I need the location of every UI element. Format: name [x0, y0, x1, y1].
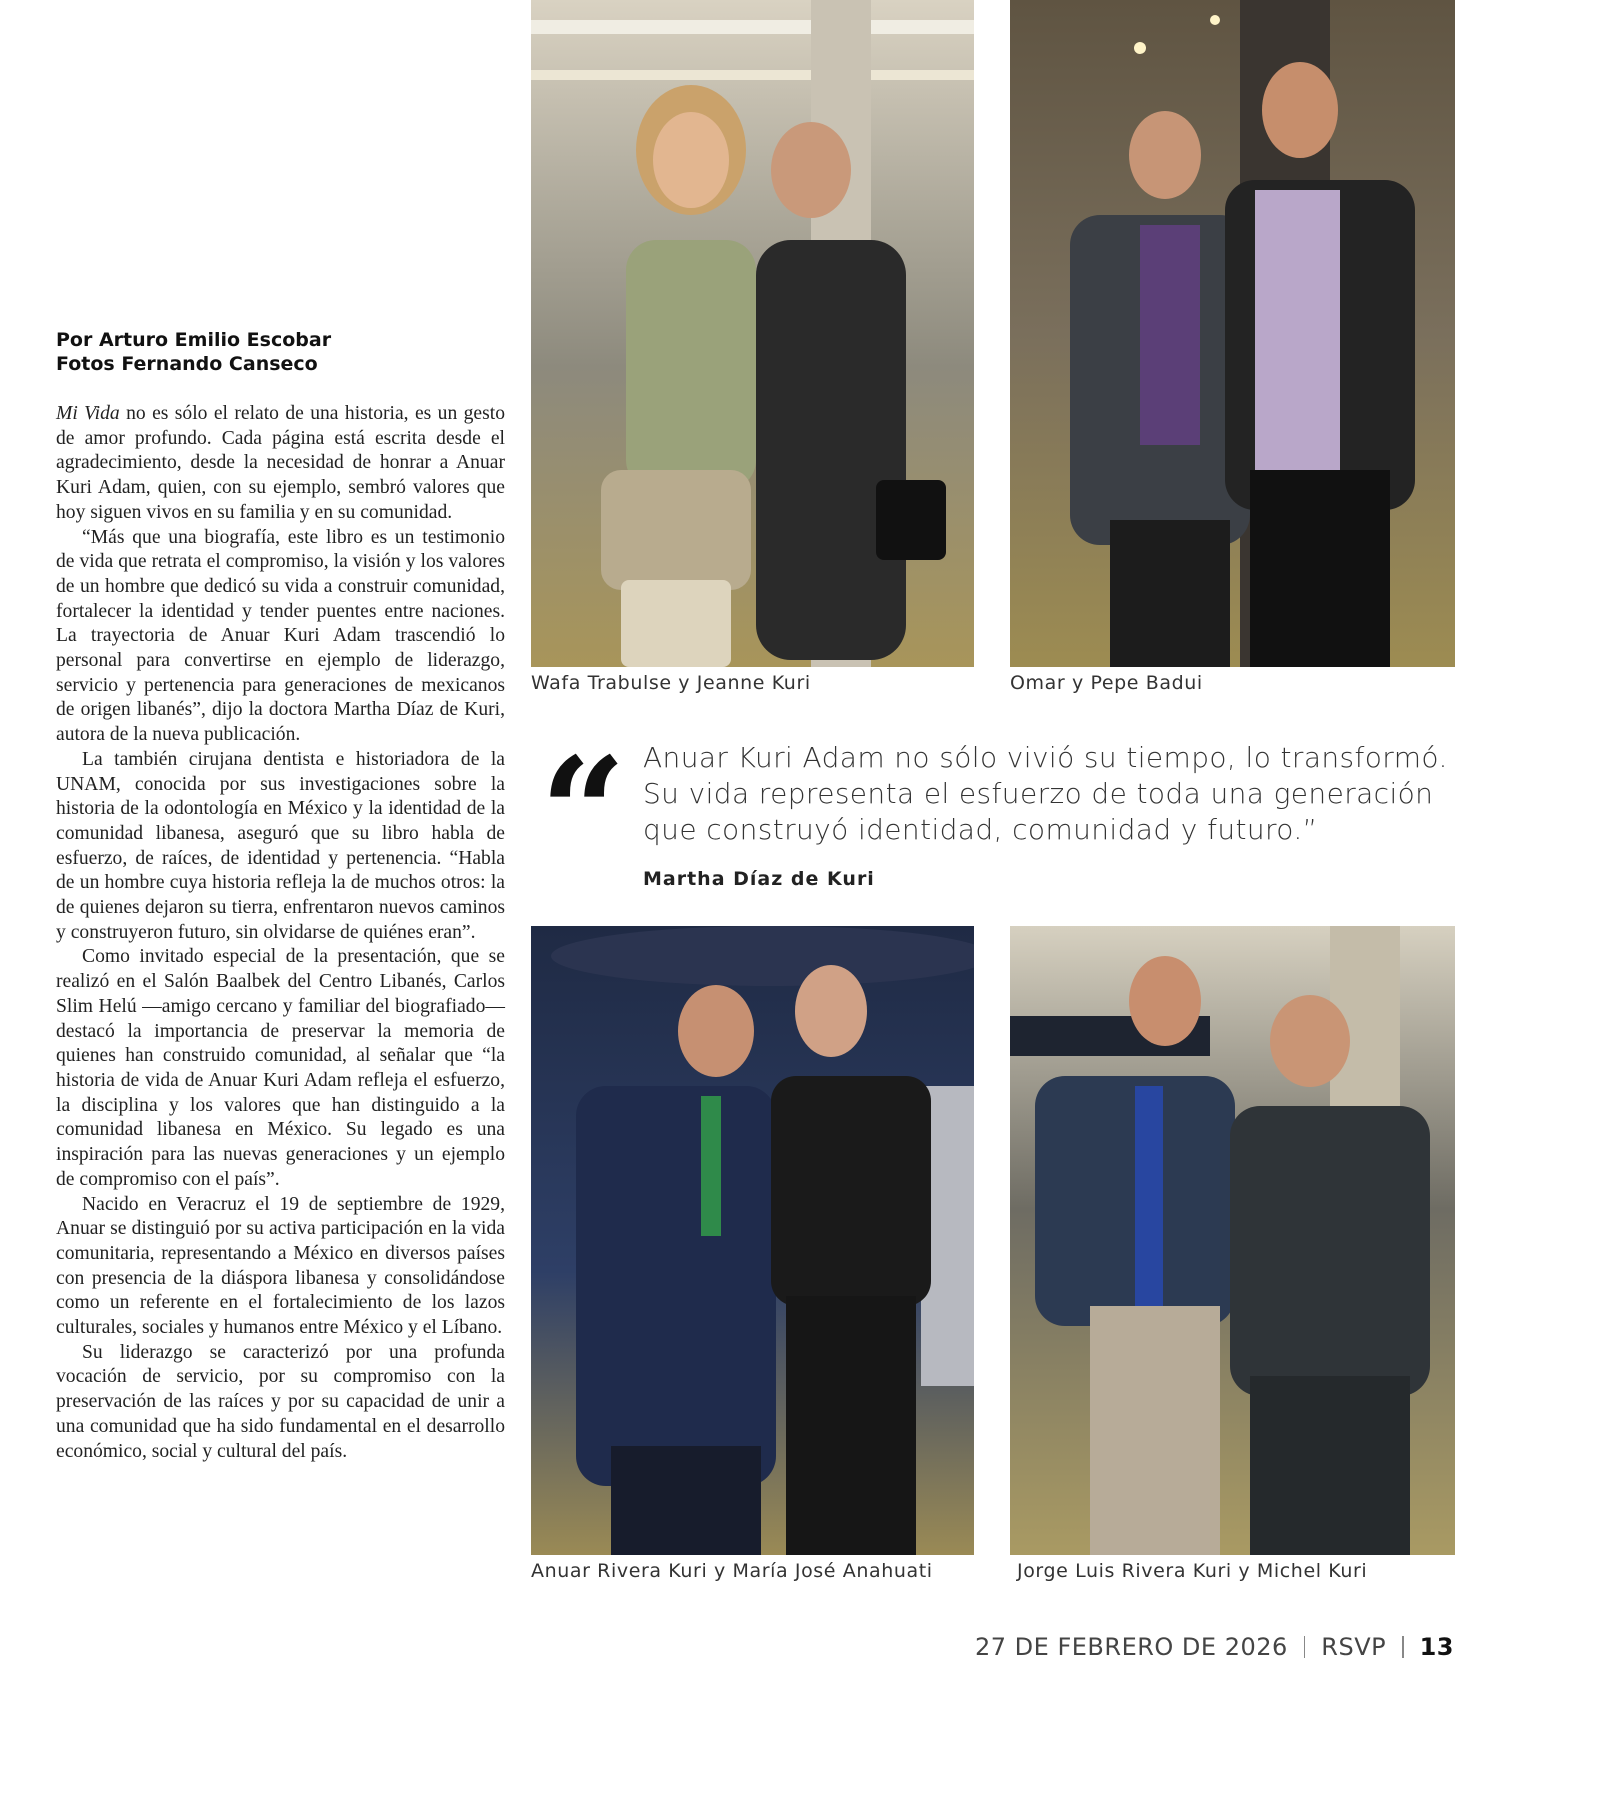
article-paragraph: Su liderazgo se caracterizó por una profunda vocación de servicio, por su compromiso con la preservación de las raíces y por su capacidad de unir a una comunidad que ha sido fundamental en el desarrollo económico, social y cultural del país.	[56, 1341, 505, 1462]
divider	[1402, 1636, 1404, 1658]
article-body	[56, 402, 505, 1464]
article-paragraph: Nacido en Veracruz el 19 de septiembre de 1929, Anuar se distinguió por su activa participación en la vida comunitaria, representando a México en diversos países con presencia de la diáspora libanesa y consolidándose como un referente en el fortalecimiento de los lazos culturales, sociales y humanos entre México y el Líbano.	[56, 1193, 505, 1339]
photo-caption: Anuar Rivera Kuri y María José Anahuati	[531, 1560, 933, 1582]
byline-author: Por Arturo Emilio Escobar	[56, 329, 332, 351]
publication-name: RSVP	[1321, 1633, 1387, 1661]
photo-jorge-michel	[1010, 926, 1455, 1555]
article-paragraph: La también cirujana dentista e historiadora de la UNAM, conocida por sus investigaciones sobre la historia de la odontología en México y la identidad de la comunidad libanesa, aseguró que su libro habla de esfuerzo, de raíces, de identidad y pertenencia. “Habla de un hombre cuya historia refleja la de muchos otros: la de quienes dejaron su tierra, enfrentaron nuevos caminos y construyeron futuro, sin olvidarse de quiénes eran”.	[56, 748, 505, 943]
quote-author: Martha Díaz de Kuri	[643, 868, 875, 890]
page-number: 13	[1419, 1633, 1454, 1661]
article-paragraph: Mi Vida no es sólo el relato de una historia, es un gesto de amor profundo. Cada página está escrita desde el agradecimiento, desde la necesidad de honrar a Anuar Kuri Adam, quien, con su ejemplo, sembró valores que hoy siguen vivos en su familia y en su comunidad.	[56, 403, 505, 523]
byline	[56, 328, 516, 376]
divider	[1304, 1636, 1306, 1658]
photo-caption: Wafa Trabulse y Jeanne Kuri	[531, 672, 811, 694]
article-paragraph: “Más que una biografía, este libro es un testimonio de vida que retrata el compromiso, la visión y los valores de un hombre que dedicó su vida a construir comunidad, fortalecer la identidad y tender puentes entre naciones. La trayectoria de Anuar Kuri Adam trascendió lo personal para convertirse en ejemplo de liderazgo, servicio y pertenencia para generaciones de mexicanos de origen libanés”, dijo la doctora Martha Díaz de Kuri, autora de la nueva publicación.	[56, 526, 505, 746]
photo-wafa-jeanne	[531, 0, 974, 667]
page-footer	[975, 1633, 1454, 1661]
quote-mark-icon: “	[540, 725, 627, 901]
issue-date: 27 DE FEBRERO DE 2026	[975, 1633, 1288, 1661]
photo-omar-pepe	[1010, 0, 1455, 667]
photo-caption: Jorge Luis Rivera Kuri y Michel Kuri	[1017, 1560, 1368, 1582]
pull-quote: Anuar Kuri Adam no sólo vivió su tiempo, lo transformó. Su vida representa el esfuerzo de toda una generación que construyó identidad, comunidad y futuro.”	[643, 741, 1448, 846]
byline-photographer: Fotos Fernando Canseco	[56, 353, 318, 375]
photo-caption: Omar y Pepe Badui	[1010, 672, 1203, 694]
photo-anuar-maria-jose	[531, 926, 974, 1555]
book-title: Mi Vida	[56, 403, 120, 424]
article-paragraph: Como invitado especial de la presentación, que se realizó en el Salón Baalbek del Centro Libanés, Carlos Slim Helú —amigo cercano y familiar del biografiado— destacó la importancia de preservar la memoria de quienes han construido comunidad, al señalar que “la historia de vida de Anuar Kuri Adam refleja el esfuerzo, la disciplina y los valores que han distinguido a la comunidad libanesa en México. Su legado es una inspiración para las nuevas generaciones y un ejemplo de compromiso con el país”.	[56, 946, 505, 1190]
